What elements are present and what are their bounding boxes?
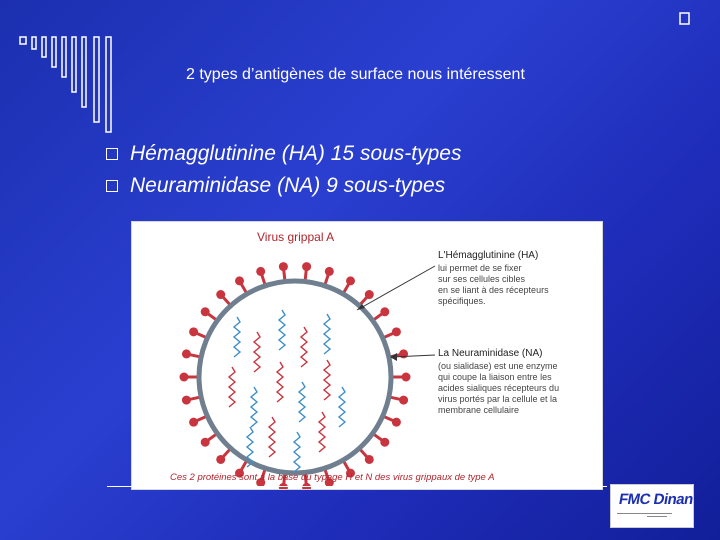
spike-head <box>325 267 334 276</box>
square-bullet-icon <box>106 148 118 160</box>
spike-head <box>346 276 355 285</box>
bullet-item <box>106 170 462 202</box>
spike-head <box>279 262 288 271</box>
logo-fine-print-icon <box>617 512 687 518</box>
slide-title: 2 types d’antigènes de surface nous intéressent <box>186 66 525 83</box>
divider-line <box>107 486 607 487</box>
spike-head <box>380 307 389 316</box>
spike-head <box>189 327 198 336</box>
logo-text: FMC Dinan <box>617 491 695 508</box>
spike-head <box>256 267 265 276</box>
spike-head <box>392 418 401 427</box>
spike-head <box>380 438 389 447</box>
bullet-list <box>106 138 462 202</box>
spike-head <box>182 396 191 405</box>
na-description: (ou sialidase) est une enzyme qui coupe la liaison entre les acides sialiques récepteurs du virus portés par la cellule et la membrane cellulaire <box>438 361 560 415</box>
virus-figure <box>131 221 603 490</box>
spike-head <box>216 290 225 299</box>
bullet-text: Neuraminidase (NA) 9 sous-types <box>130 174 446 197</box>
spike-head <box>399 396 408 405</box>
bullet-item <box>106 138 462 170</box>
ha-pointer-line <box>357 266 435 310</box>
virus-membrane <box>199 281 391 473</box>
spike-head <box>392 327 401 336</box>
ha-label: L'Hémagglutinine (HA) <box>438 250 539 261</box>
spike-head <box>365 290 374 299</box>
logo <box>610 484 694 528</box>
spike-head <box>365 455 374 464</box>
spike-head <box>180 373 189 382</box>
spike-head <box>201 307 210 316</box>
spike-head <box>216 455 225 464</box>
spike-head <box>302 262 311 271</box>
ha-description: lui permet de se fixer sur ses cellules cibles en se liant à des récepteurs spécifiques. <box>438 263 549 306</box>
spike-head <box>182 349 191 358</box>
spike-head <box>402 373 411 382</box>
figure-caption: Ces 2 protéines sont à la base du typage H et N des virus grippaux de type A <box>170 472 495 483</box>
figure-title: Virus grippal A <box>257 230 335 244</box>
bullet-text: Hémagglutinine (HA) 15 sous-types <box>130 142 462 165</box>
spike-head <box>235 276 244 285</box>
spike-head <box>189 418 198 427</box>
na-label: La Neuraminidase (NA) <box>438 348 543 359</box>
spike-head <box>201 438 210 447</box>
square-bullet-icon <box>106 180 118 192</box>
